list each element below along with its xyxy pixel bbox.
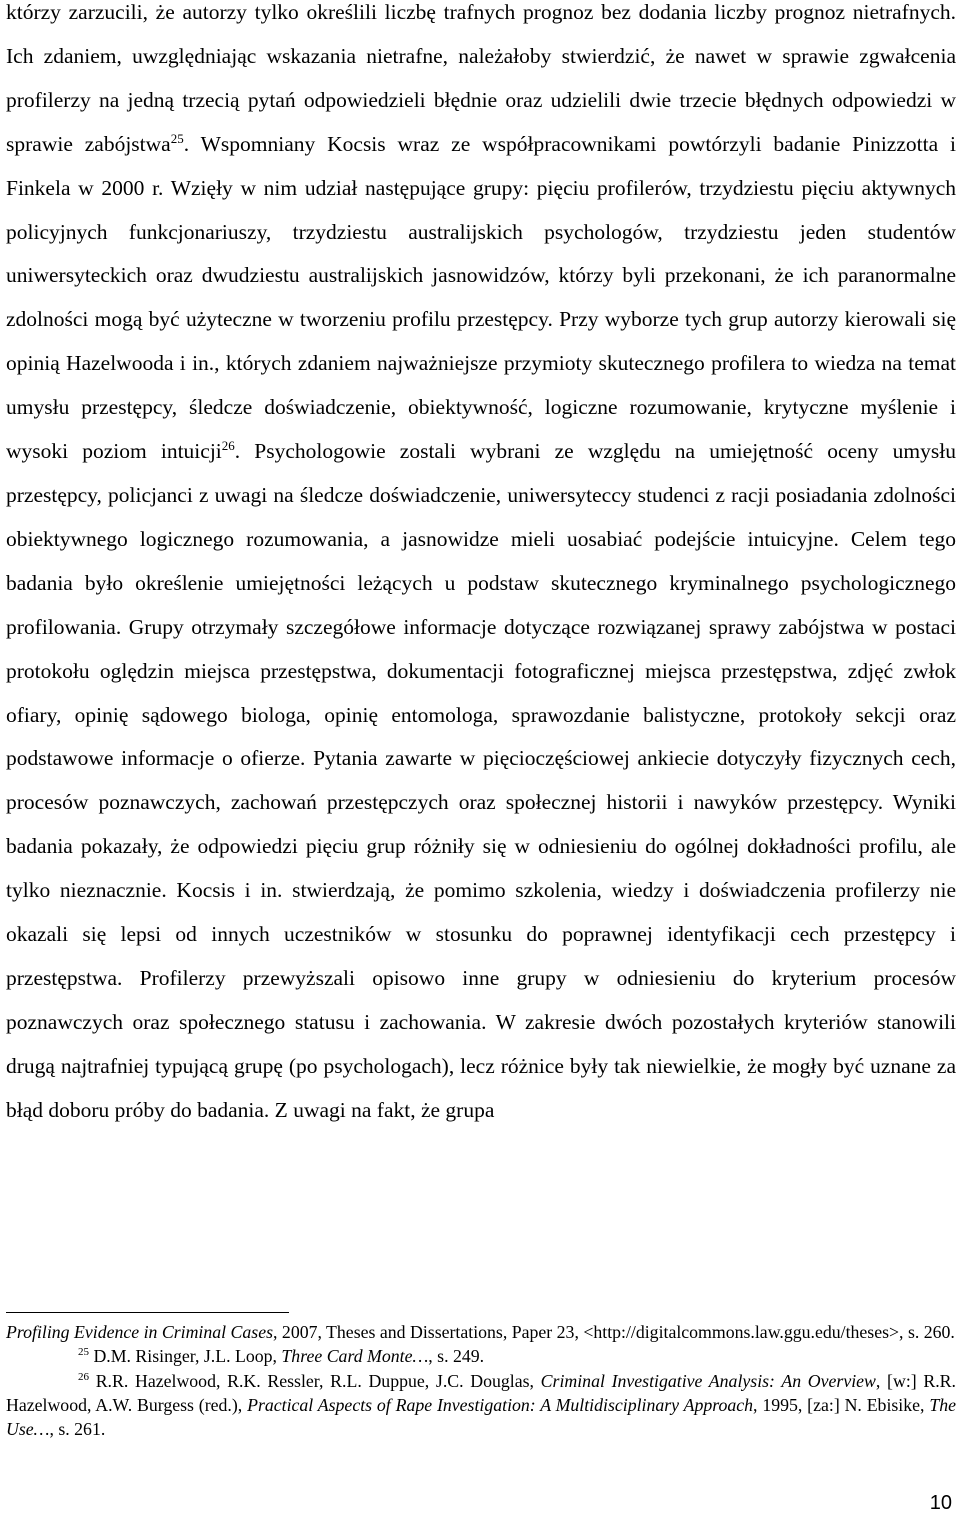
footnote-25-number: 25 [78, 1346, 89, 1359]
footnote-25-page: , s. 249. [428, 1346, 485, 1367]
footnote-separator [6, 1312, 289, 1313]
body-text-part-3: . Psychologowie zostali wybrani ze względu na umiejętność oceny umysłu przestępcy, policjanci z uwagi na śledcze doświadczenie, uniwersyteccy studenci z racji posiadania zdolności obiektywnego logicznego rozumowania, a jasnowidze mieli uosabiać podejście intuicyjne. Celem tego badania było określenie umiejętności leżących u podstaw skutecznego kryminalnego psychologicznego profilowania. Grupy otrzymały szczegółowe informacje dotyczące rozwiązanej sprawy zabójstwa w postaci protokołu oględzin miejsca przestępstwa, dokumentacji fotograficznej miejsca przestępstwa, zdjęć zwłok ofiary, opinię sądowego biologa, opinię entomologa, sprawozdanie balistyczne, protokoły sekcji oraz podstawowe informacje o ofierze. Pytania zawarte w pięcioczęściowej ankiecie dotyczyły fizycznych cech, procesów poznawczych, zachowań przestępczych oraz społecznej historii i nawyków przestępcy. Wyniki badania pokazały, że odpowiedzi pięciu grup różniły się w odniesieniu do ogólnej dokładności profilu, ale tylko nieznacznie. Kocsis i in. stwierdzają, że pomimo szkolenia, wiedzy i doświadczenia profilerzy nie okazali się lepsi od innych uczestników w stosunku do poprawnej identyfikacji cech przestępcy i przestępstwa. Profilerzy przewyższali opisowo inne grupy w odniesieniu do kryterium procesów poznawczych oraz społecznego statusu i zachowania. W zakresie dwóch pozostałych kryteriów stanowili drugą najtrafniej typującą grupę (po psychologach), lecz różnice były tak niewielkie, że mogły być uznane za błąd doboru próby do badania. Z uwagi na fakt, że grupa [6, 439, 956, 1122]
footnote-continued-text: , 2007, Theses and Dissertations, Paper 23, <http://digitalcommons.law.ggu.edu/theses>, s. 260. [273, 1322, 955, 1342]
footnote-26-title-1: Criminal Investigative Analysis: An Overview [540, 1370, 876, 1391]
footnote-25-authors: D.M. Risinger, J.L. Loop, [89, 1346, 282, 1367]
body-text-part-1: którzy zarzucili, że autorzy tylko określili liczbę trafnych prognoz bez dodania liczby prognoz nietrafnych. Ich zdaniem, uwzględniając wskazania nietrafne, należałoby stwierdzić, że nawet w sprawie zgwałcenia profilerzy na jedną trzecią pytań odpowiedzieli błędnie oraz udzielili dwie trzecie błędnych odpowiedzi w sprawie zabójstwa [6, 0, 956, 156]
footnote-26-page: , s. 261. [49, 1419, 106, 1440]
footnote-25 [6, 1344, 956, 1368]
footnote-25-title: Three Card Monte… [281, 1346, 429, 1367]
footnote-26-title-3: The Use… [6, 1394, 956, 1440]
page-number: 10 [929, 1492, 952, 1514]
footnote-ref-26: 26 [221, 437, 235, 453]
footnote-continued [6, 1320, 956, 1344]
footnote-26 [6, 1369, 956, 1442]
footnotes [6, 1320, 956, 1441]
footnote-26-number: 26 [78, 1370, 89, 1383]
body-text-part-2: . Wspomniany Kocsis wraz ze współpracownikami powtórzyli badanie Pinizzotta i Finkela w 2000 r. Wzięły w nim udział następujące grupy: pięciu profilerów, trzydziestu pięciu aktywnych policyjnych funkcjonariuszy, trzydziestu australijskich psychologów, trzydziestu jeden studentów uniwersyteckich oraz dwudziestu australijskich jasnowidzów, którzy byli przekonani, że ich paranormalne zdolności mogą być użyteczne w tworzeniu profilu przestępcy. Przy wyborze tych grup autorzy kierowali się opinią Hazelwooda i in., których zdaniem najważniejsze przymioty skutecznego profilera to wiedza na temat umysłu przestępcy, śledcze doświadczenie, obiektywność, logiczne rozumowanie, krytyczne myślenie i wysoki poziom intuicji [6, 131, 956, 464]
footnote-ref-25: 25 [170, 130, 184, 146]
document-page [6, 0, 956, 1440]
footnote-26-source: , 1995, [za:] N. Ebisike, [753, 1394, 930, 1415]
body-paragraph [6, 0, 956, 1133]
footnote-26-title-2: Practical Aspects of Rape Investigation: A Multidisciplinary Approach [247, 1394, 754, 1415]
footnote-26-authors: R.R. Hazelwood, R.K. Ressler, R.L. Duppue, J.C. Douglas, [89, 1370, 541, 1391]
footnote-continued-title: Profiling Evidence in Criminal Cases [6, 1322, 274, 1342]
footnote-26-editors: , [w:] R.R. Hazelwood, A.W. Burgess (red.), [6, 1370, 956, 1415]
